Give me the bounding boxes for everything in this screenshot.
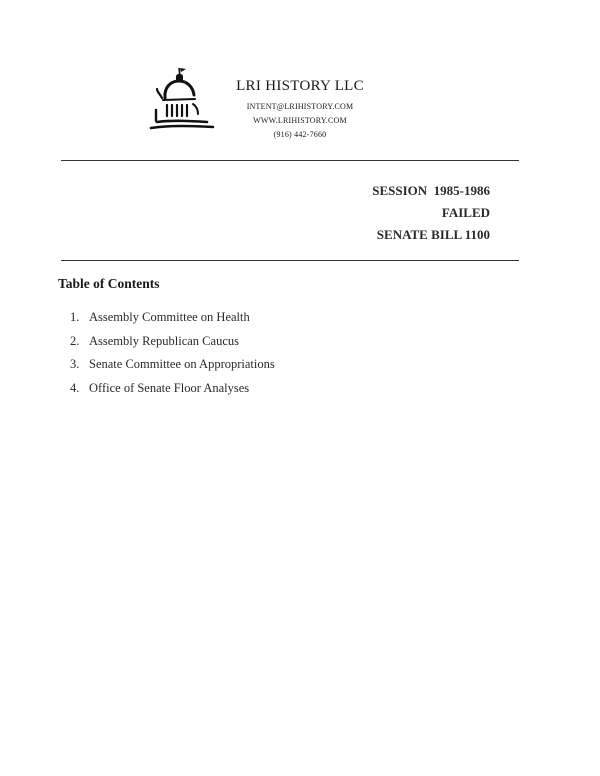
toc-item-label: Office of Senate Floor Analyses [89, 380, 250, 395]
session-label: SESSION 1985-1986 [372, 183, 490, 198]
bill-status: FAILED [441, 205, 490, 220]
toc-item-label: Assembly Republican Caucus [89, 333, 239, 348]
company-website: WWW.LRIHISTORY.COM [253, 116, 347, 125]
capitol-dome-icon [143, 64, 215, 140]
toc-item-senate-appropriations[interactable] [70, 353, 275, 377]
company-phone: (916) 442-7660 [273, 130, 327, 139]
company-email: INTENT@LRIHISTORY.COM [246, 102, 354, 111]
bill-number: SENATE BILL 1100 [376, 227, 490, 242]
toc-list [70, 306, 275, 400]
toc-item-number: 2. [70, 333, 80, 348]
toc-item-assembly-health[interactable] [70, 306, 275, 330]
bottom-divider [61, 260, 519, 261]
toc-title: Table of Contents [58, 276, 160, 291]
toc-item-number: 4. [70, 380, 80, 395]
toc-item-senate-floor-analyses[interactable] [70, 377, 275, 401]
toc-item-republican-caucus[interactable] [70, 330, 275, 354]
company-name: LRI HISTORY LLC [236, 78, 364, 94]
toc-item-label: Assembly Committee on Health [89, 310, 250, 324]
company-header [225, 77, 375, 142]
toc-item-number: 3. [70, 357, 80, 371]
bill-info [372, 180, 490, 246]
toc-item-label: Senate Committee on Appropriations [89, 357, 275, 371]
toc-item-number: 1. [70, 310, 80, 324]
top-divider [61, 160, 519, 161]
